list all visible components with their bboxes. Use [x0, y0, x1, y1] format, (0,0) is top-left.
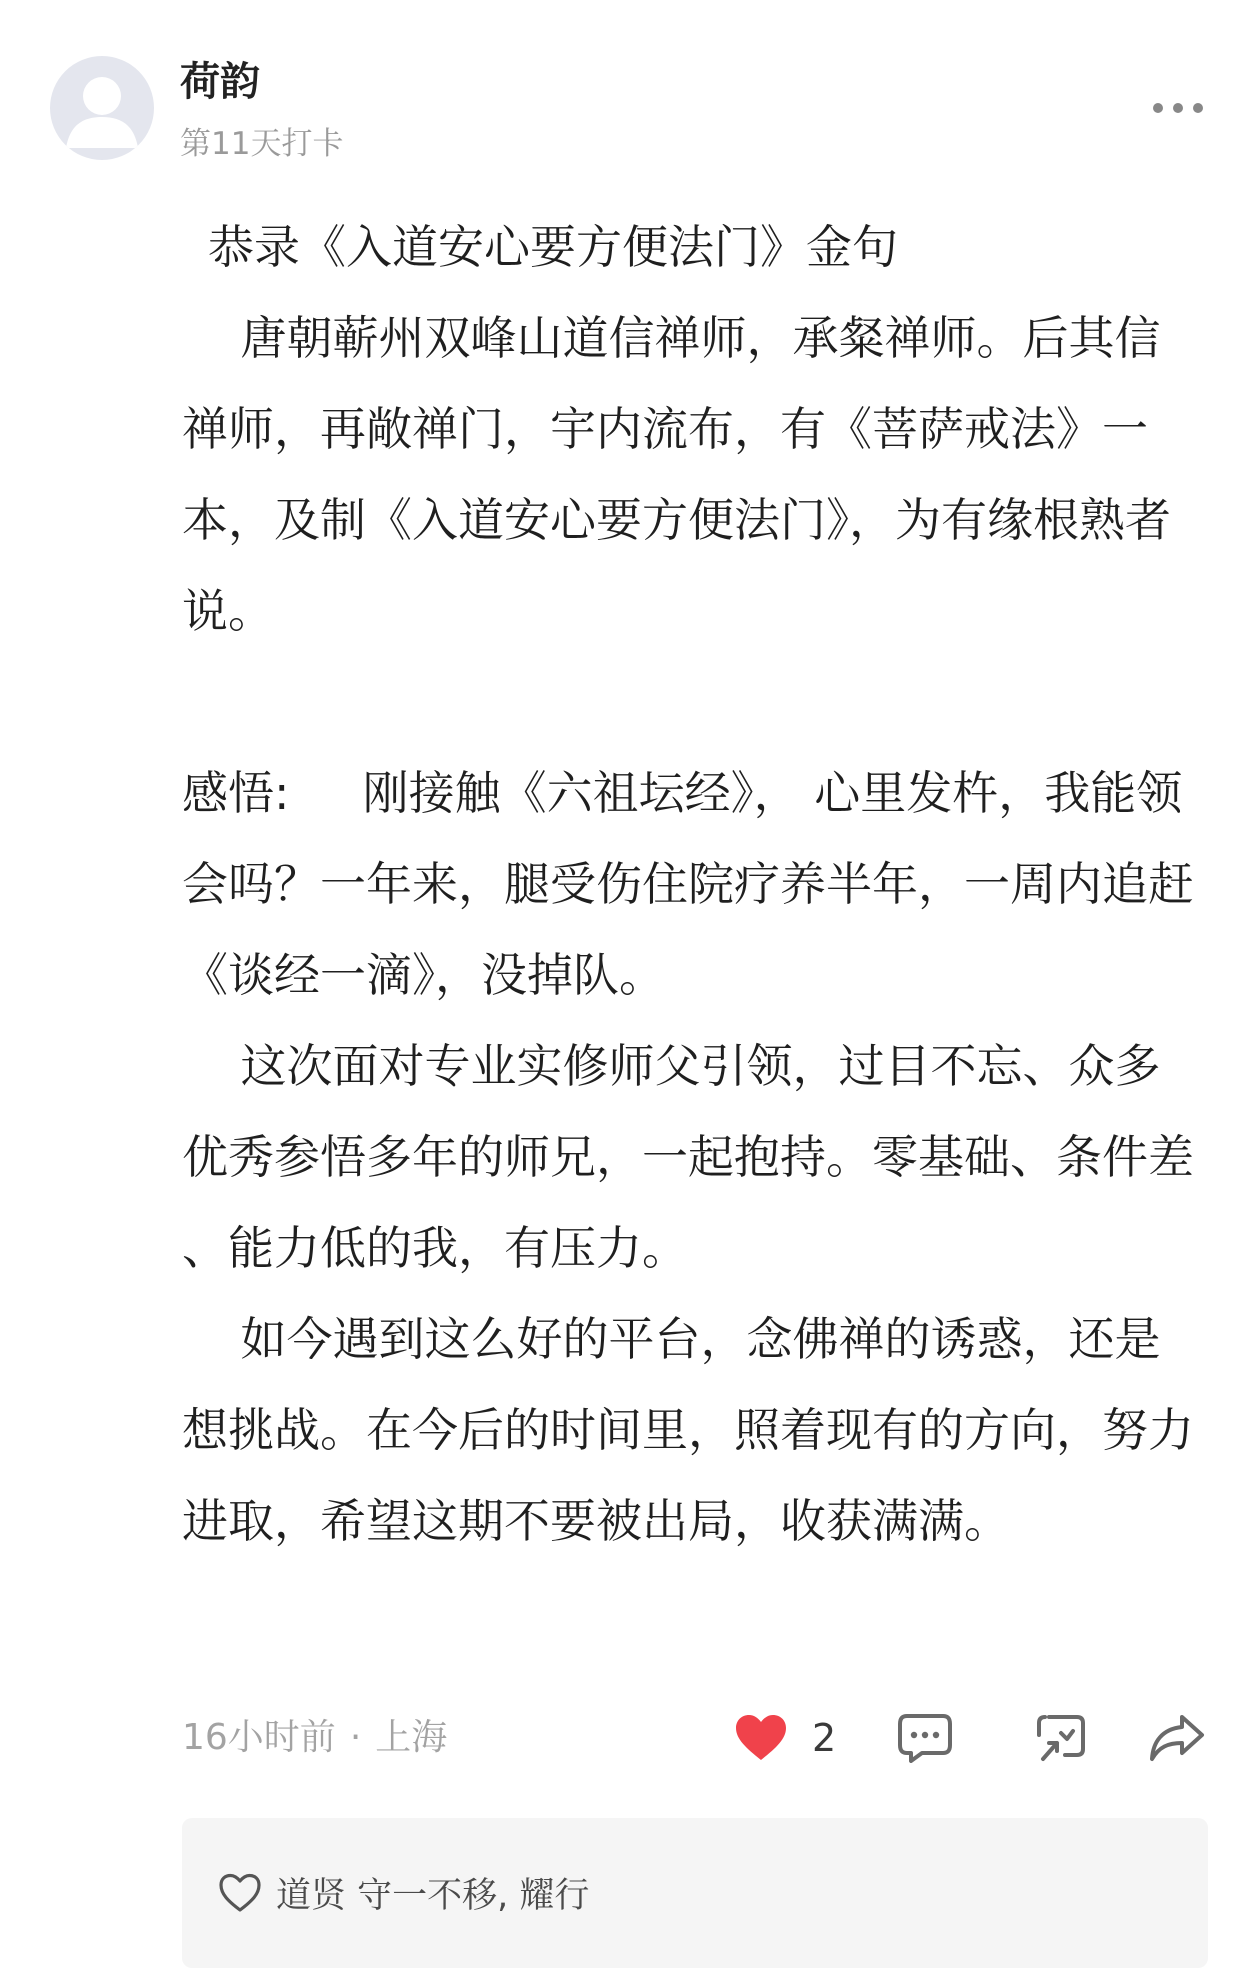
like-count: 2: [812, 1716, 837, 1760]
default-user-avatar-icon: [50, 56, 154, 160]
more-dots-icon[interactable]: [1150, 92, 1206, 124]
share-button[interactable]: [1148, 1712, 1206, 1764]
likes-list: [182, 1818, 1208, 1968]
author-name[interactable]: 荷韵: [180, 59, 260, 105]
post-location: 上海: [375, 1717, 448, 1758]
likes-line: [218, 1868, 589, 1918]
post-paragraph: 感悟: 刚接触《六祖坛经》， 心里发杵，我能领会吗？一年来，腿受伤住院疗养半年，一周内追赶《谈经一滴》，没掉队。: [182, 766, 1194, 1002]
repost-button[interactable]: [1035, 1712, 1087, 1764]
post-paragraph: 如今遇到这么好的平台，念佛禅的诱惑，还是想挑战。在今后的时间里，照着现有的方向，努力进取，希望这期不要被出局，收获满满。: [182, 1312, 1194, 1548]
repost-icon: [1035, 1713, 1087, 1763]
post-time: 16小时前: [182, 1717, 336, 1758]
liker-names[interactable]: 道贤 守一不移, 耀行: [276, 1876, 590, 1916]
avatar[interactable]: [50, 56, 154, 160]
heart-outline-icon: [218, 1873, 262, 1913]
post-title: 恭录《入道安心要方便法门》金句: [208, 220, 898, 274]
like-button[interactable]: [734, 1712, 836, 1764]
heart-filled-icon: [734, 1714, 788, 1762]
checkin-day-label: 第11天打卡: [180, 126, 344, 162]
post-meta: [182, 1712, 447, 1764]
post-content: [182, 202, 1209, 1567]
comment-bubble-icon: [897, 1713, 953, 1763]
comment-button[interactable]: [897, 1712, 953, 1764]
share-arrow-icon: [1148, 1713, 1206, 1763]
meta-separator: ·: [349, 1717, 362, 1758]
post-paragraph: 唐朝蕲州双峰山道信禅师，承粲禅师。后其信禅师，再敞禅门，宇内流布，有《菩萨戒法》一本，及制《入道安心要方便法门》，为有缘根熟者说。: [182, 311, 1171, 638]
paragraph-gap: [182, 657, 1206, 748]
post-paragraph: 这次面对专业实修师父引领，过目不忘、众多优秀参悟多年的师兄，一起抱持。零基础、条件差 、能力低的我，有压力。: [182, 1039, 1209, 1275]
